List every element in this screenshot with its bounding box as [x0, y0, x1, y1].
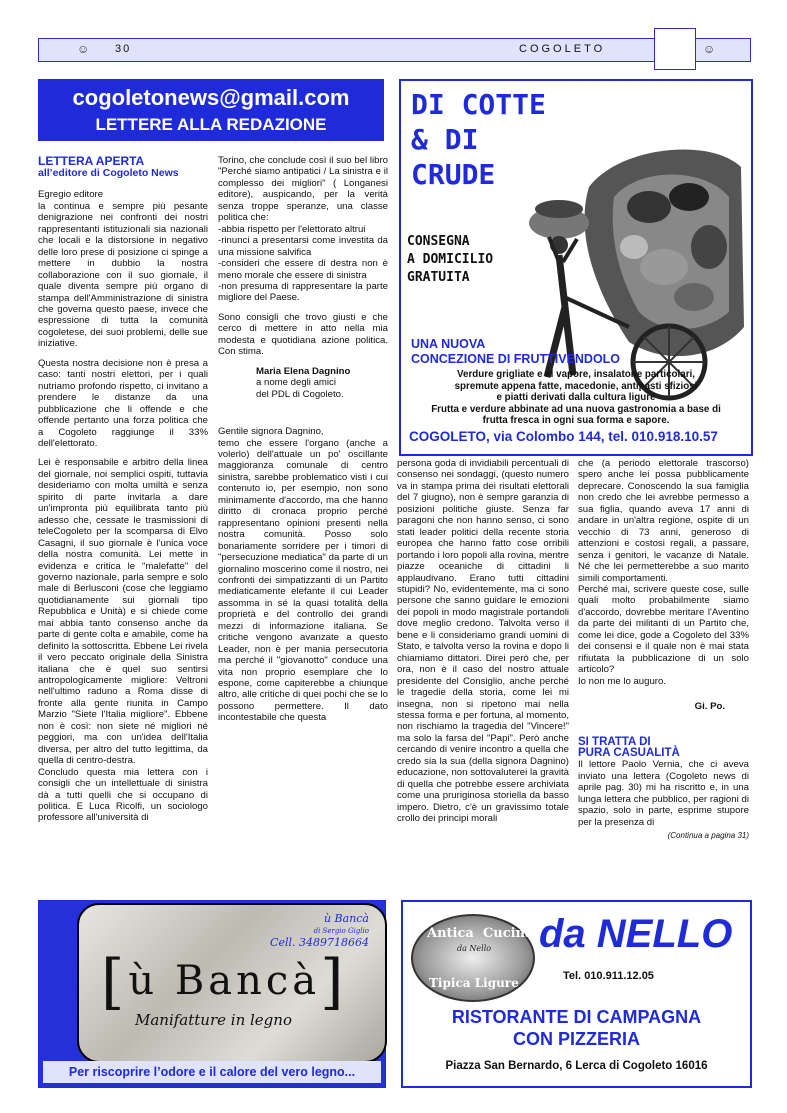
wood-board-image [77, 903, 387, 1063]
reply-paragraph: che (a periodo elettorale trascorso) spero anche lei possa pubblicamente deprecare. Conoscendo la sua famiglia non credo che lei avrebbe permesso a sua figlia, quando aveva 17 anni di andare in un'altra regione, ospite di un vecchio di 73 anni, generoso di attenzioni e costosi regali, a passare, senza i genitori, le vacanze di Natale. Né che lei permetterebbe a suo marito simili comportamenti. [578, 458, 749, 584]
reply-paragraph: temo che essere l'organo (anche a volerlo) dell'attuale un po' oscillante maggioranza comunale di centro sinistra, sarebbe problematico visti i cui contenuto io, per esempio, non sono minimamente d'accordo, ma che hanno diritto di cronaca proprio perché rappresentano opinioni presenti nella nostra comunità. Posso solo bonariamente sorridere per i timori di "persecuzione mediatica" da parte di un giornalino moscerino come il nostro, nei confronti dei simpatizzanti di un Partito mediaticamente elefante il cui Leader assomma in sé la quasi totalità della proprietà e del controllo dei grandi mezzi di informazione italiana. Se critiche vengono avanzate a questo Leader, non è per mania persecutoria ma perché il "giovanotto" conduce una vita non proprio esemplare che lo espone, come capiterebbe a chiunque altro, alle critiche di quei pochi che se lo possono permettere. Il dato incontestabile che questa [218, 437, 388, 724]
article-title: SI TRATTA DI [578, 735, 651, 748]
signature-name: Maria Elena Dagnino [256, 365, 351, 377]
restaurant-address: Piazza San Bernardo, 6 Lerca di Cogoleto 16016 [445, 1060, 708, 1072]
brand-subtitle: Manifatture in legno [135, 1011, 292, 1029]
ad-tagline: Per riscoprire l’odore e il calore del vero legno... [43, 1061, 381, 1083]
restaurant-logo: Antica Cucina da Nello Tipica Ligure [411, 914, 535, 1002]
letter-subtitle: all’editore di Cogoleto News [38, 167, 179, 179]
letter-title: LETTERA APERTA [38, 154, 145, 168]
email-banner [38, 79, 384, 141]
list-item: -rinunci a presentarsi come investita da una missione salvifica [218, 235, 388, 258]
letter-paragraph: Torino, che conclude così il suo bel libro "Perché siamo antipatici / La sinistra e il complesso dei migliori" ( Longanesi editore), auspicando, per la verità senza troppe speranze, una classe politica che: [218, 155, 388, 224]
restaurant-ad [401, 900, 752, 1088]
restaurant-name: da NELLO [539, 912, 733, 956]
reply-paragraph: Perché mai, scrivere queste cose, sulle quali molto probabilmente siamo d'accordo, dovrebbe meritare l'Aventino da parte dei militanti di un Partito che, come lei dice, gode a Cogoleto del 33% dei consensi e il quale non è mai stata rifiutata la pubblicazione di un solo articolo? [578, 583, 749, 676]
smiley-icon: ☺ [703, 42, 716, 56]
letter-paragraph: Questa nostra decisione non è presa a caso: tanti nostri elettori, per i quali nutriamo profondo rispetto, ci invitano a prendere le distanze da una pubblicazione che li offende e che offende pertanto una forza politica che a Cogoleto raggiunge il 33% dell'elettorato. [38, 357, 208, 449]
reply-column-4 [578, 458, 749, 842]
list-item: -abbia rispetto per l'elettorato altrui [218, 223, 366, 235]
signature [218, 366, 388, 400]
woodwork-ad [38, 900, 386, 1088]
section-title: LETTERE ALLA REDAZIONE [95, 115, 327, 134]
header-town: COGOLETO [519, 43, 606, 55]
reply-signature: Gi. Po. [694, 701, 725, 713]
letter-greeting: Egregio editore [38, 189, 104, 201]
continue-note[interactable]: (Continua a pagina 31) [667, 831, 749, 841]
reply-greeting: Gentile signora Dagnino, [218, 426, 324, 438]
letter-paragraph: Lei è responsabile e arbitro della linea del giornale, noi semplici ospiti, tuttavia desideriamo con molta umiltà e senza spirito di parte invitarla a dare un'impronta più equilibrata tanto più adesso che, cessate le trasmissioni di teleCogoleto per la scomparsa di Elvo Casagni, il suo giornale è l'unica voce della nostra comunità. Lei mette in evidenza e critica le "malefatte" del governo nazionale, parla sempre e solo male di Berlusconi (cose che leggiamo quotidianamente sui giornali tipo Repubblica e Unità) e si chiede come mai abbia tanto consenso anche da parte di gente colta e amabile, come ha definito la sottoscritta. Ebbene Lei rivela il vero peccato originale della Sinistra italiana che è quel suo sentirsi antropologicamente migliore: Veltroni nell'ultimo raduno a Roma disse di fronte alla gente riunita in Campo Marzio "Siete l'Italia migliore". Ebbene non è così: non siete né migliori né peggiori, ma con un'idea dell'Italia diversa, per altro del tutto legittima, da quella di centro-destra. [38, 457, 208, 767]
delivery-note: CONSEGNA A DOMICILIO GRATUITA [407, 234, 494, 285]
article-paragraph: Il lettore Paolo Vernia, che ci aveva inviato una lettera (Cogoleto news di aprile pag. 30) mi ha riscritto e, in una lunga lettera che pubblico, per ragioni di spazio, solo in parte, esprime stupore per la presenza di [578, 759, 749, 828]
fruit-shop-ad [399, 79, 753, 456]
ad-address: COGOLETO, via Colombo 144, tel. 010.918.10.57 [409, 429, 718, 444]
page-number: 30 [115, 43, 132, 55]
letter-paragraph: Sono consigli che trovo giusti e che cerco di mettere in atto nella mia modesta e quotidiana azione politica. Con stima. [218, 311, 388, 358]
letter-paragraph: Concludo questa mia lettera con i consigli che un intellettuale di sinistra dà a tutti quelli che si occupano di politica. E Luca Ricolfi, un sociologo professore all'università di [38, 766, 208, 824]
letter-column-2 [218, 155, 388, 724]
reply-paragraph: Io non me lo auguro. [578, 675, 667, 687]
ad-headline: DI COTTE & DI CRUDE [411, 88, 546, 191]
reply-column-3 [397, 458, 569, 825]
smiley-icon: ☺ [77, 42, 90, 56]
article-title: PURA CASUALITÀ [578, 746, 680, 759]
brand-name: [ù Bancà] [101, 947, 348, 1017]
ad-description: Verdure grigliate e al vapore, insalatone particolari, spremute appena fatte, macedonie, antipasti sfiziosi e piatti derivati dalla cultura ligure Frutta e verdure abbinate ad una nuova gastronomia a base di frutta fresca in ogni sua forma e sapore. [431, 369, 721, 427]
email-address[interactable]: cogoletonews@gmail.com [72, 85, 350, 110]
restaurant-type: RISTORANTE DI CAMPAGNA CON PIZZERIA [451, 1007, 702, 1049]
letter-column-1 [38, 154, 208, 832]
letter-paragraph: la continua e sempre più pesante denigrazione nei confronti dei nostri rappresentanti istituzionali sia nazionali che locali e la distorsione in negativo delle loro prese di posizione ci spinge a mettere in dubbio la nostra collaborazione con il suo giornale, il quale diventa sempre più organo di stampa dell'Amministrazione di sinistra che governa questo paese, invece che espressione di tutta la comunità cogoletese, dei suoi problemi, delle sue iniziative. [38, 200, 208, 350]
reply-paragraph: persona goda di invidiabili percentuali di consenso nei sondaggi, (questo numero va in stampa prima dei risultati elettorali del 7 giugno), non è sempre garanzia di posizioni politiche giuste. Senza far paragoni che non hanno senso, ci sono stati leader politici della recente storia europea che hanno fatto cose orribili portando i loro popoli alla rovina, mentre piazze oceaniche di cittadini li applaudivano. Erano tutti cittadini stupidi? No, evidentemente, ma ci sono persone che sanno guidare le emozioni dei popoli in modo magistrale portandoli dove meglio credono. Talvolta verso il bene e li consideriamo grandi uomini di Stato, e talvolta verso la rovina e dopo li chiamiamo dittatori. Direi però che, per ora, non è il caso del nostro attuale presidente del Consiglio, anche perché le tragedie della storia, come lei mi insegna, non si ripetono mai nella stessa forma e per fortuna, al momento, non rischiamo la tragedia del "Vincere!" ma solo la farsa del "Papi". Però anche cercando di venire incontro a quella che credo sia la sua (della signora Dagnino) educazione, non sottovaluterei la gravità di quella che potrebbe essere archiviata come una pruriginosa storiella da basso impero. Dietro, c'è un gravissimo totale crollo dei principi morali [397, 458, 569, 825]
restaurant-phone: Tel. 010.911.12.05 [563, 970, 654, 982]
signature-line: del PDL di Cogoleto. [256, 388, 344, 400]
list-item: -non presuma di rappresentare la parte migliore del Paese. [218, 280, 388, 304]
header-decoration-box [654, 28, 696, 70]
page-header [38, 38, 751, 62]
list-item: -consideri che essere di destra non è meno morale che essere di sinistra [218, 258, 388, 281]
contact-block: ù Bancà di Sergio Giglio Cell. 3489718664 [270, 912, 369, 949]
signature-line: a nome degli amici [256, 377, 336, 389]
ad-subheadline: UNA NUOVA CONCEZIONE DI FRUTTIVENDOLO [411, 337, 621, 366]
